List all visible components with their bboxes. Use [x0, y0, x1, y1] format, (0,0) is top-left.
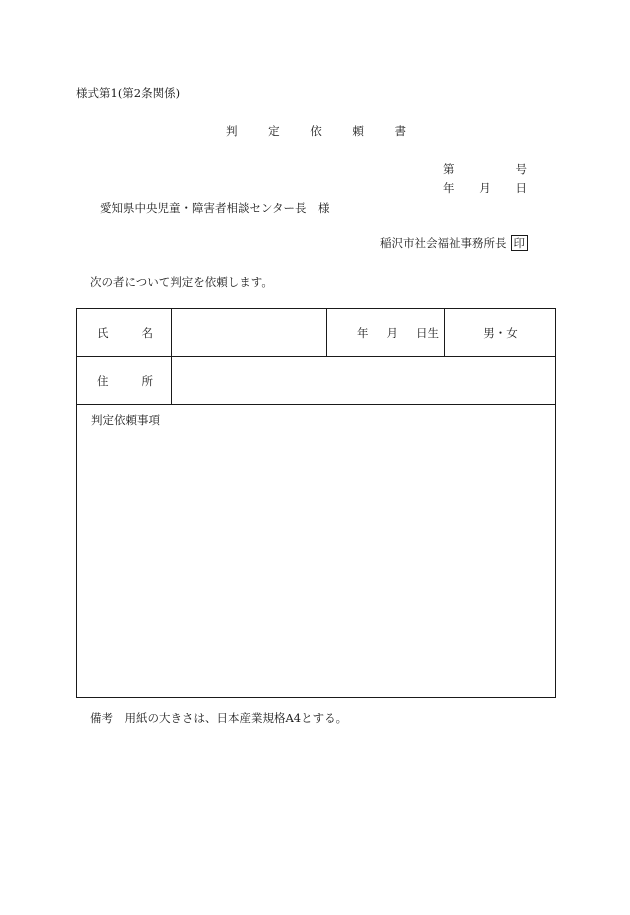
birth-day: 日生	[416, 325, 439, 340]
birth-month: 月	[386, 325, 398, 340]
birth-year: 年	[357, 325, 369, 340]
sender	[380, 235, 528, 251]
sender-name: 稲沢市社会福祉事務所長	[380, 236, 507, 250]
date-day: 日	[515, 181, 527, 195]
reference-number-prefix: 第	[443, 162, 455, 176]
birth-date-field[interactable]	[357, 309, 439, 356]
seal-stamp-box: 印	[511, 235, 529, 251]
reference-date	[443, 180, 527, 196]
address-label: 住 所	[97, 373, 153, 388]
date-month: 月	[479, 181, 491, 195]
reference-number-suffix: 号	[515, 162, 527, 176]
title-char: 書	[394, 124, 406, 138]
request-table	[76, 308, 556, 698]
title-char: 判	[226, 124, 238, 138]
intro-text: 次の者について判定を依頼します。	[90, 275, 273, 289]
title-char: 定	[268, 124, 280, 138]
form-number: 様式第1(第2条関係)	[76, 86, 181, 100]
notes: 備考 用紙の大きさは、日本産業規格A4とする。	[90, 711, 348, 725]
address-field[interactable]	[172, 357, 556, 404]
title-char: 依	[310, 124, 322, 138]
title-char: 頼	[352, 124, 364, 138]
document-title	[226, 123, 406, 139]
gender-field[interactable]: 男・女	[483, 325, 518, 340]
birth-column-divider	[326, 309, 327, 356]
name-field[interactable]	[172, 309, 326, 356]
request-items-label: 判定依頼事項	[91, 413, 160, 427]
row-divider	[77, 404, 555, 405]
date-year: 年	[443, 181, 455, 195]
addressee: 愛知県中央児童・障害者相談センター長 様	[100, 201, 330, 215]
request-items-field[interactable]	[77, 429, 555, 697]
name-label: 氏 名	[97, 325, 153, 340]
reference-number	[443, 161, 527, 177]
